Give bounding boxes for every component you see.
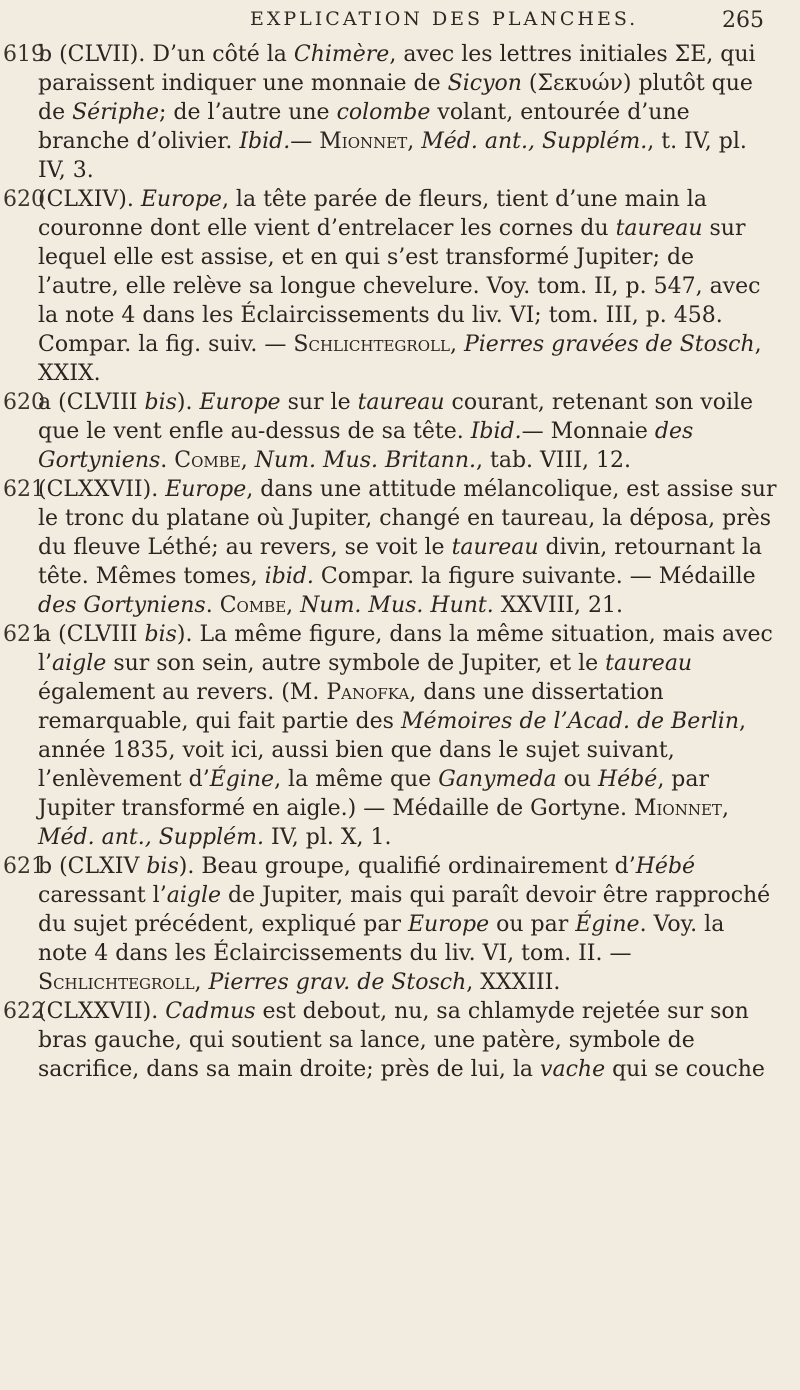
entry-text: (CLXXVII). Europe, dans une attitude mélancolique, est assise sur le tronc du platane où Jupiter, changé en taureau, la déposa, près du fleuve Léthé; au revers, se voit le taureau divin, retournant la tête. Mêmes tomes, ibid. Compar. la figure suivante. — Médaille des Gortyniens. Combe, Num. Mus. Hunt. XXVIII, 21. <box>38 477 777 618</box>
entry-number: 620 <box>3 390 45 415</box>
entry-number: 622 <box>3 999 45 1024</box>
entry-619b <box>0 40 800 185</box>
page-number: 265 <box>722 8 764 33</box>
entry-text: b (CLVII). D’un côté la Chimère, avec les lettres initiales ΣΕ, qui paraissent indiquer une monnaie de Sicyon (Σεκυών) plutôt que de Sériphe; de l’autre une colombe volant, entourée d’une branche d’olivier. Ibid.— Mionnet, Méd. ant., Supplém., t. IV, pl. IV, 3. <box>38 42 756 183</box>
entry-622 <box>0 997 800 1084</box>
entry-text: a (CLVIII bis). La même figure, dans la même situation, mais avec l’aigle sur son sein, autre symbole de Jupiter, et le taureau également au revers. (M. Panofka, dans une dissertation remarquable, qui fait partie des Mémoires de l’Acad. de Berlin, année 1835, voit ici, aussi bien que dans le sujet suivant, l’enlèvement d’Égine, la même que Ganymeda ou Hébé, par Jupiter transformé en aigle.) — Médaille de Gortyne. Mionnet, Méd. ant., Supplém. IV, pl. X, 1. <box>38 622 773 850</box>
plate-entries <box>0 40 800 1084</box>
page-header <box>0 8 800 42</box>
entry-620 <box>0 185 800 388</box>
entry-620a <box>0 388 800 475</box>
running-title: EXPLICATION DES PLANCHES. <box>250 8 639 30</box>
entry-number: 621 <box>3 854 45 879</box>
entry-621a <box>0 620 800 852</box>
entry-number: 621 <box>3 622 45 647</box>
entry-621b <box>0 852 800 997</box>
entry-number: 620 <box>3 187 45 212</box>
entry-text: (CLXXVII). Cadmus est debout, nu, sa chlamyde rejetée sur son bras gauche, qui soutient sa lance, une patère, symbole de sacrifice, dans sa main droite; près de lui, la vache qui se couche <box>38 999 765 1082</box>
entry-text: (CLXIV). Europe, la tête parée de fleurs, tient d’une main la couronne dont elle vient d’entrelacer les cornes du taureau sur lequel elle est assise, et en qui s’est transformé Jupiter; de l’autre, elle relève sa longue chevelure. Voy. tom. II, p. 547, avec la note 4 dans les Éclaircissements du liv. VI; tom. III, p. 458. Compar. la fig. suiv. — Schlichtegroll, Pierres gravées de Stosch, XXIX. <box>38 187 762 386</box>
entry-number: 621 <box>3 477 45 502</box>
entry-text: b (CLXIV bis). Beau groupe, qualifié ordinairement d’Hébé caressant l’aigle de Jupiter, mais qui paraît devoir être rapproché du sujet précédent, expliqué par Europe ou par Égine. Voy. la note 4 dans les Éclaircissements du liv. VI, tom. II. — Schlichtegroll, Pierres grav. de Stosch, XXXIII. <box>38 854 771 995</box>
entry-621 <box>0 475 800 620</box>
entry-number: 619 <box>3 42 45 67</box>
entry-text: a (CLVIII bis). Europe sur le taureau courant, retenant son voile que le vent enfle au-dessus de sa tête. Ibid.— Monnaie des Gortyniens. Combe, Num. Mus. Britann., tab. VIII, 12. <box>38 390 754 473</box>
